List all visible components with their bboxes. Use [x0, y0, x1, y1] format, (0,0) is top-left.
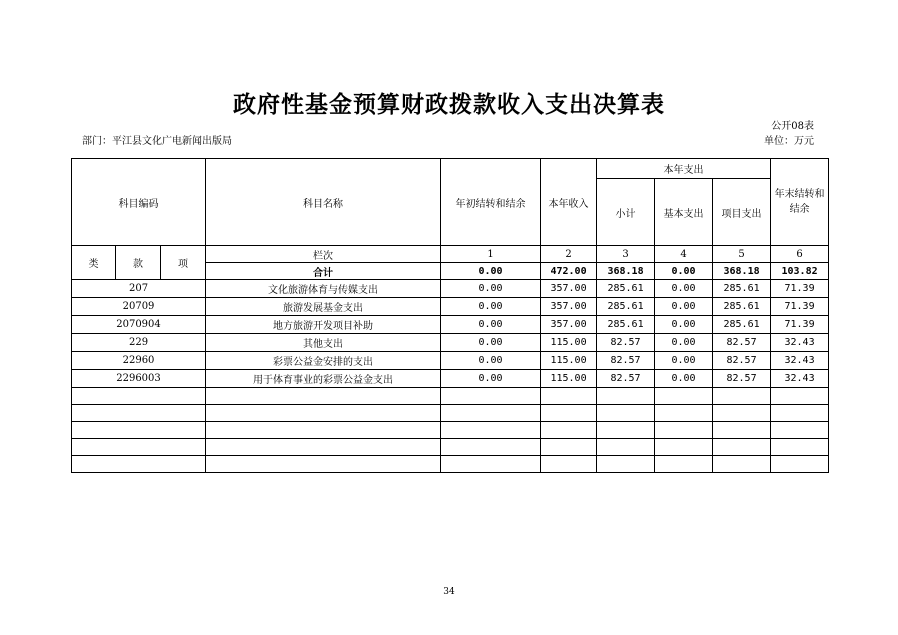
empty-cell [597, 388, 655, 405]
empty-cell [441, 422, 541, 439]
row-project: 82.57 [713, 352, 771, 370]
row-subtotal: 285.61 [597, 298, 655, 316]
header-expense-group: 本年支出 [597, 159, 771, 179]
empty-row [72, 422, 829, 439]
row-subtotal: 82.57 [597, 370, 655, 388]
total-carryover-start: 0.00 [441, 263, 541, 280]
empty-cell [206, 456, 441, 473]
row-name: 用于体育事业的彩票公益金支出 [206, 370, 441, 388]
table-row [72, 298, 829, 316]
row-project: 285.61 [713, 298, 771, 316]
row-carryover-start: 0.00 [441, 334, 541, 352]
col-index-2: 2 [541, 246, 597, 263]
header-basic: 基本支出 [655, 179, 713, 246]
row-code: 207 [72, 280, 206, 298]
empty-cell [597, 439, 655, 456]
empty-cell [655, 456, 713, 473]
col-index-5: 5 [713, 246, 771, 263]
row-project: 82.57 [713, 334, 771, 352]
table-row [72, 280, 829, 298]
row-carryover-start: 0.00 [441, 280, 541, 298]
empty-cell [206, 388, 441, 405]
row-basic: 0.00 [655, 352, 713, 370]
row-carryover-start: 0.00 [441, 298, 541, 316]
row-carryover-end: 32.43 [771, 352, 829, 370]
table-row [72, 334, 829, 352]
header-xiang: 项 [161, 246, 206, 280]
row-name: 彩票公益金安排的支出 [206, 352, 441, 370]
total-label: 合计 [206, 263, 441, 280]
row-code: 2070904 [72, 316, 206, 334]
empty-row [72, 388, 829, 405]
column-index-row [72, 246, 829, 263]
empty-cell [72, 456, 206, 473]
row-project: 285.61 [713, 280, 771, 298]
row-carryover-end: 71.39 [771, 298, 829, 316]
empty-cell [655, 388, 713, 405]
page-title: 政府性基金预算财政拨款收入支出决算表 [233, 92, 665, 118]
empty-cell [771, 439, 829, 456]
row-basic: 0.00 [655, 280, 713, 298]
row-carryover-end: 71.39 [771, 316, 829, 334]
row-basic: 0.00 [655, 370, 713, 388]
row-income: 357.00 [541, 280, 597, 298]
header-project: 项目支出 [713, 179, 771, 246]
empty-row [72, 439, 829, 456]
row-subtotal: 285.61 [597, 316, 655, 334]
row-carryover-end: 32.43 [771, 334, 829, 352]
empty-cell [771, 422, 829, 439]
empty-cell [441, 388, 541, 405]
col-index-6: 6 [771, 246, 829, 263]
header-row-1 [72, 159, 829, 179]
row-carryover-start: 0.00 [441, 352, 541, 370]
page-number: 34 [443, 587, 455, 597]
row-basic: 0.00 [655, 334, 713, 352]
row-project: 82.57 [713, 370, 771, 388]
header-lei: 类 [72, 246, 116, 280]
empty-cell [541, 422, 597, 439]
header-subtotal: 小计 [597, 179, 655, 246]
row-code: 229 [72, 334, 206, 352]
empty-cell [713, 439, 771, 456]
header-carryover-start: 年初结转和结余 [441, 159, 541, 246]
empty-cell [597, 405, 655, 422]
row-carryover-end: 71.39 [771, 280, 829, 298]
empty-cell [72, 439, 206, 456]
empty-cell [655, 422, 713, 439]
empty-cell [72, 388, 206, 405]
empty-cell [655, 405, 713, 422]
row-code: 20709 [72, 298, 206, 316]
empty-cell [206, 422, 441, 439]
empty-cell [713, 422, 771, 439]
total-basic: 0.00 [655, 263, 713, 280]
empty-cell [541, 388, 597, 405]
form-number: 公开08表 [771, 121, 814, 132]
empty-cell [206, 439, 441, 456]
row-name: 地方旅游开发项目补助 [206, 316, 441, 334]
row-basic: 0.00 [655, 298, 713, 316]
empty-cell [655, 439, 713, 456]
row-income: 115.00 [541, 352, 597, 370]
empty-cell [441, 456, 541, 473]
row-name: 旅游发展基金支出 [206, 298, 441, 316]
empty-cell [441, 405, 541, 422]
header-carryover-end: 年末结转和结余 [771, 159, 829, 246]
row-project: 285.61 [713, 316, 771, 334]
total-carryover-end: 103.82 [771, 263, 829, 280]
table-row [72, 316, 829, 334]
empty-row [72, 405, 829, 422]
empty-cell [541, 456, 597, 473]
empty-cell [72, 422, 206, 439]
table-row [72, 352, 829, 370]
unit-label: 单位：万元 [764, 136, 814, 147]
row-name: 文化旅游体育与传媒支出 [206, 280, 441, 298]
row-income: 115.00 [541, 334, 597, 352]
col-index-3: 3 [597, 246, 655, 263]
total-subtotal: 368.18 [597, 263, 655, 280]
header-lanci: 栏次 [206, 246, 441, 263]
empty-cell [441, 439, 541, 456]
header-income: 本年收入 [541, 159, 597, 246]
empty-cell [713, 456, 771, 473]
row-income: 115.00 [541, 370, 597, 388]
total-project: 368.18 [713, 263, 771, 280]
empty-cell [771, 456, 829, 473]
row-carryover-start: 0.00 [441, 316, 541, 334]
row-income: 357.00 [541, 298, 597, 316]
row-subtotal: 285.61 [597, 280, 655, 298]
row-code: 2296003 [72, 370, 206, 388]
empty-cell [541, 439, 597, 456]
row-code: 22960 [72, 352, 206, 370]
empty-cell [541, 405, 597, 422]
row-carryover-end: 32.43 [771, 370, 829, 388]
empty-cell [713, 388, 771, 405]
empty-cell [72, 405, 206, 422]
table-row [72, 370, 829, 388]
row-name: 其他支出 [206, 334, 441, 352]
budget-table [71, 158, 829, 473]
empty-cell [771, 388, 829, 405]
header-name: 科目名称 [206, 159, 441, 246]
header-kuan: 款 [116, 246, 161, 280]
row-subtotal: 82.57 [597, 334, 655, 352]
department-label: 部门：平江县文化广电新闻出版局 [82, 136, 232, 147]
col-index-4: 4 [655, 246, 713, 263]
empty-cell [597, 422, 655, 439]
empty-cell [713, 405, 771, 422]
empty-cell [771, 405, 829, 422]
row-subtotal: 82.57 [597, 352, 655, 370]
row-carryover-start: 0.00 [441, 370, 541, 388]
total-income: 472.00 [541, 263, 597, 280]
col-index-1: 1 [441, 246, 541, 263]
header-code: 科目编码 [72, 159, 206, 246]
empty-row [72, 456, 829, 473]
row-income: 357.00 [541, 316, 597, 334]
empty-cell [206, 405, 441, 422]
empty-cell [597, 456, 655, 473]
row-basic: 0.00 [655, 316, 713, 334]
